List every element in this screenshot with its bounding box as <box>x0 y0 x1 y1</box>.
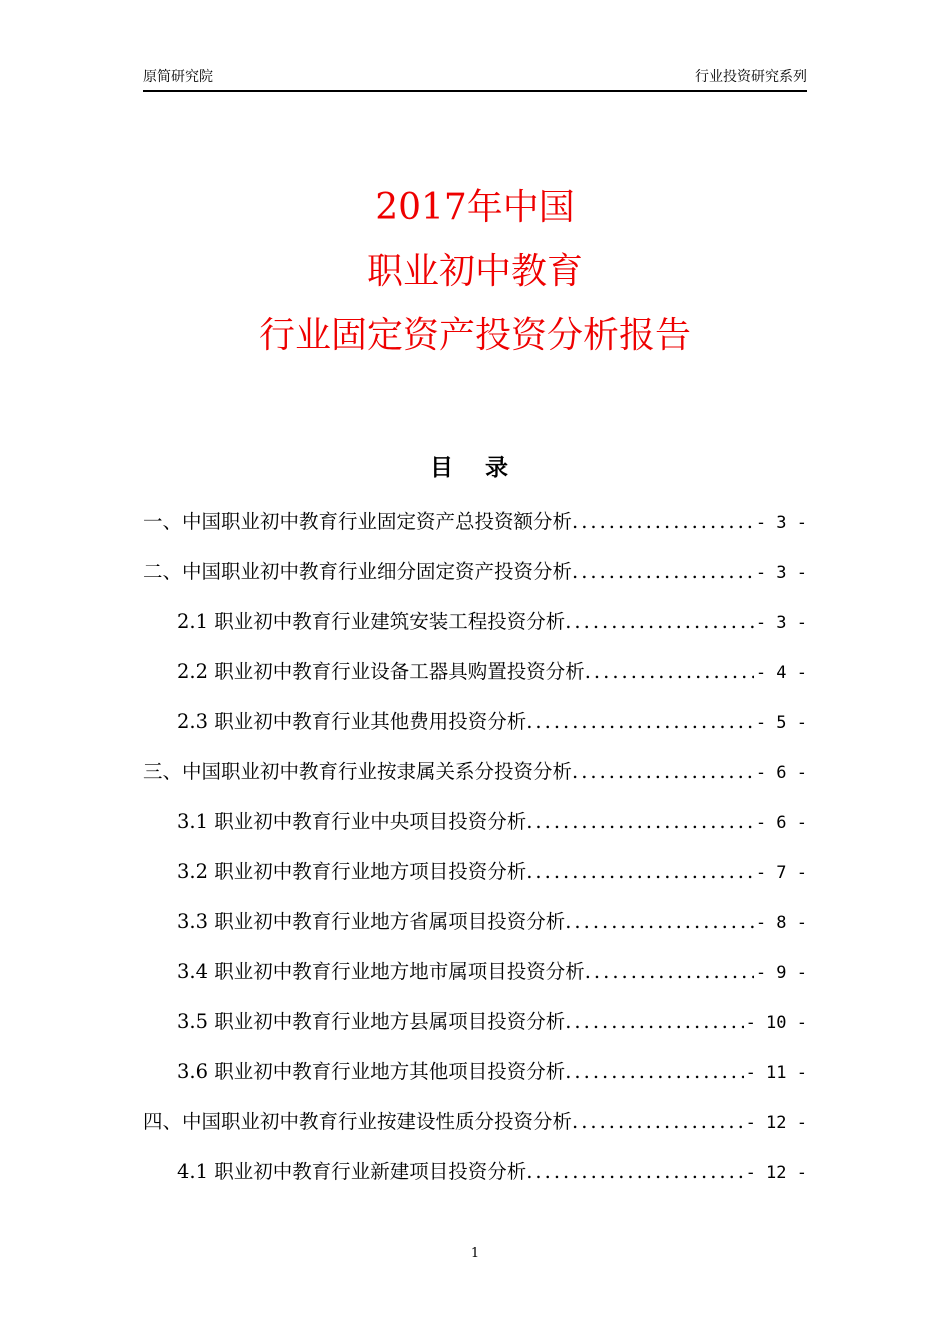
toc-entry-3-2[interactable] <box>143 847 807 897</box>
toc-heading: 目 录 <box>429 455 520 481</box>
toc-entry-2-1[interactable] <box>143 597 807 647</box>
toc-entry-text: 一、中国职业初中教育行业固定资产总投资额分析 <box>143 510 573 533</box>
toc-entry-4-1[interactable] <box>143 1147 807 1197</box>
toc-entry-text: 3.4 职业初中教育行业地方地市属项目投资分析 <box>177 960 585 983</box>
toc-page-number: - 5 - <box>755 713 807 733</box>
footer-page-number: 1 <box>470 1246 480 1261</box>
toc-entry-text: 二、中国职业初中教育行业细分固定资产投资分析 <box>143 560 573 583</box>
toc-page-number: - 8 - <box>755 913 807 933</box>
toc-page-number: - 6 - <box>755 763 807 783</box>
toc-entry-text: 3.2 职业初中教育行业地方项目投资分析 <box>177 860 527 883</box>
report-title <box>0 176 950 368</box>
title-line-subject: 行业固定资产投资分析报告 <box>258 315 691 356</box>
toc-entry-text: 3.6 职业初中教育行业地方其他项目投资分析 <box>177 1060 566 1083</box>
toc-entry-text: 3.5 职业初中教育行业地方县属项目投资分析 <box>177 1010 566 1033</box>
toc-entry-3-3[interactable] <box>143 897 807 947</box>
toc-page-number: - 11 - <box>745 1063 807 1083</box>
toc-dot-leader <box>526 797 754 847</box>
header-series: 行业投资研究系列 <box>695 69 807 85</box>
toc-entry-3-1[interactable] <box>143 797 807 847</box>
toc-dot-leader <box>565 597 754 647</box>
toc-entry-text: 2.3 职业初中教育行业其他费用投资分析 <box>177 710 527 733</box>
toc-dot-leader <box>572 747 754 797</box>
header-publisher: 原简研究院 <box>143 69 213 85</box>
toc-page-number: - 12 - <box>745 1163 807 1183</box>
toc-page-number: - 3 - <box>755 613 807 633</box>
toc-dot-leader <box>585 647 754 697</box>
toc-dot-leader <box>565 997 743 1047</box>
toc-page-number: - 3 - <box>755 513 807 533</box>
toc-entry-text: 2.1 职业初中教育行业建筑安装工程投资分析 <box>177 610 566 633</box>
toc-page-number: - 6 - <box>755 813 807 833</box>
toc-entry-3-6[interactable] <box>143 1047 807 1097</box>
toc-dot-leader <box>526 847 754 897</box>
toc-entry-4[interactable] <box>143 1097 807 1147</box>
title-line-year: 2017年中国 <box>375 187 575 228</box>
toc-entry-2-3[interactable] <box>143 697 807 747</box>
toc-entry-2[interactable] <box>143 547 807 597</box>
toc-dot-leader <box>572 547 754 597</box>
toc-dot-leader <box>526 697 754 747</box>
toc-dot-leader <box>565 1047 743 1097</box>
toc-page-number: - 3 - <box>755 563 807 583</box>
toc-dot-leader <box>565 897 754 947</box>
toc-dot-leader <box>585 947 754 997</box>
toc-entry-3[interactable] <box>143 747 807 797</box>
toc-entry-3-4[interactable] <box>143 947 807 997</box>
toc-page-number: - 10 - <box>745 1013 807 1033</box>
toc-entry-text: 四、中国职业初中教育行业按建设性质分投资分析 <box>143 1110 573 1133</box>
toc-entry-text: 3.3 职业初中教育行业地方省属项目投资分析 <box>177 910 566 933</box>
toc-page-number: - 12 - <box>745 1113 807 1133</box>
toc-entry-text: 4.1 职业初中教育行业新建项目投资分析 <box>177 1160 527 1183</box>
table-of-contents <box>143 497 807 1197</box>
toc-entry-1[interactable] <box>143 497 807 547</box>
toc-page-number: - 9 - <box>755 963 807 983</box>
toc-dot-leader <box>526 1147 743 1197</box>
toc-entry-text: 三、中国职业初中教育行业按隶属关系分投资分析 <box>143 760 573 783</box>
title-line-industry: 职业初中教育 <box>366 251 583 292</box>
toc-dot-leader <box>572 1097 744 1147</box>
toc-entry-2-2[interactable] <box>143 647 807 697</box>
toc-dot-leader <box>572 497 754 547</box>
toc-page-number: - 7 - <box>755 863 807 883</box>
toc-entry-3-5[interactable] <box>143 997 807 1047</box>
toc-entry-text: 3.1 职业初中教育行业中央项目投资分析 <box>177 810 527 833</box>
toc-page-number: - 4 - <box>755 663 807 683</box>
page-header <box>143 66 807 92</box>
toc-entry-text: 2.2 职业初中教育行业设备工器具购置投资分析 <box>177 660 585 683</box>
